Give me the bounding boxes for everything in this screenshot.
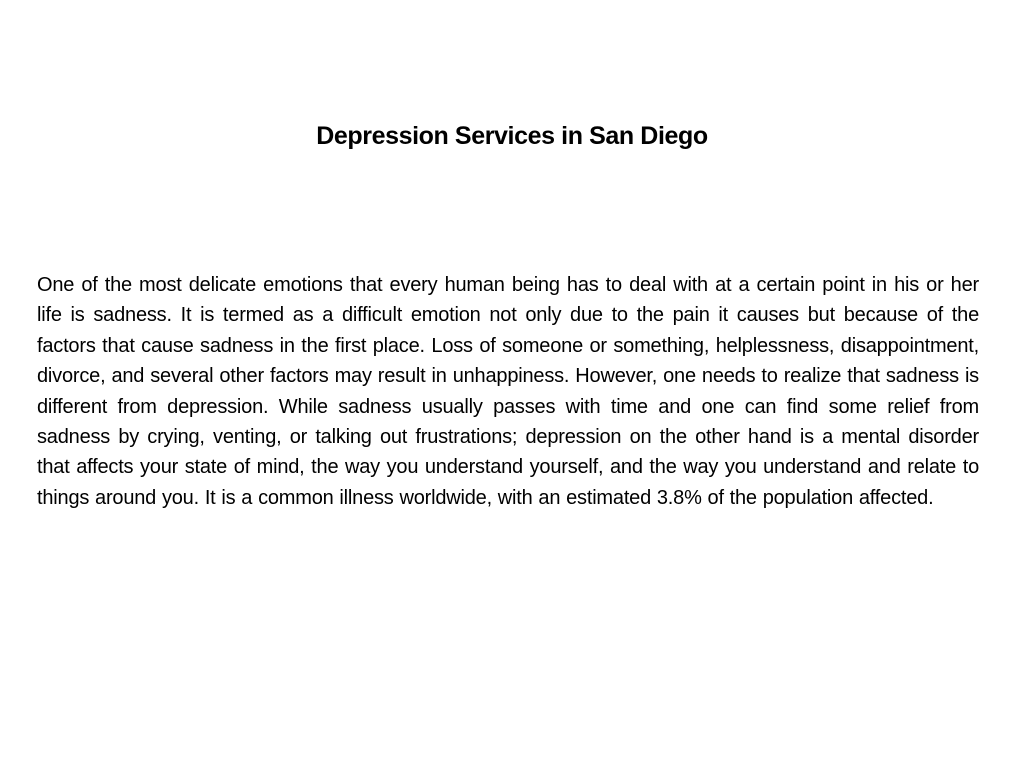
slide-body-text: One of the most delicate emotions that every human being has to deal with at a certain point in his or her life is sadness. It is termed as a difficult emotion not only due to the pain it causes but because of the factors that cause sadness in the first place. Loss of someone or something, helplessness, disappointment, divorce, and several other factors may result in unhappiness. However, one needs to realize that sadness is different from depression. While sadness usually passes with time and one can find some relief from sadness by crying, venting, or talking out frustrations; depression on the other hand is a mental disorder that affects your state of mind, the way you understand yourself, and the way you understand and relate to things around you. It is a common illness worldwide, with an estimated 3.8% of the population affected. [37,274,979,509]
slide-title: Depression Services in San Diego [316,122,708,150]
